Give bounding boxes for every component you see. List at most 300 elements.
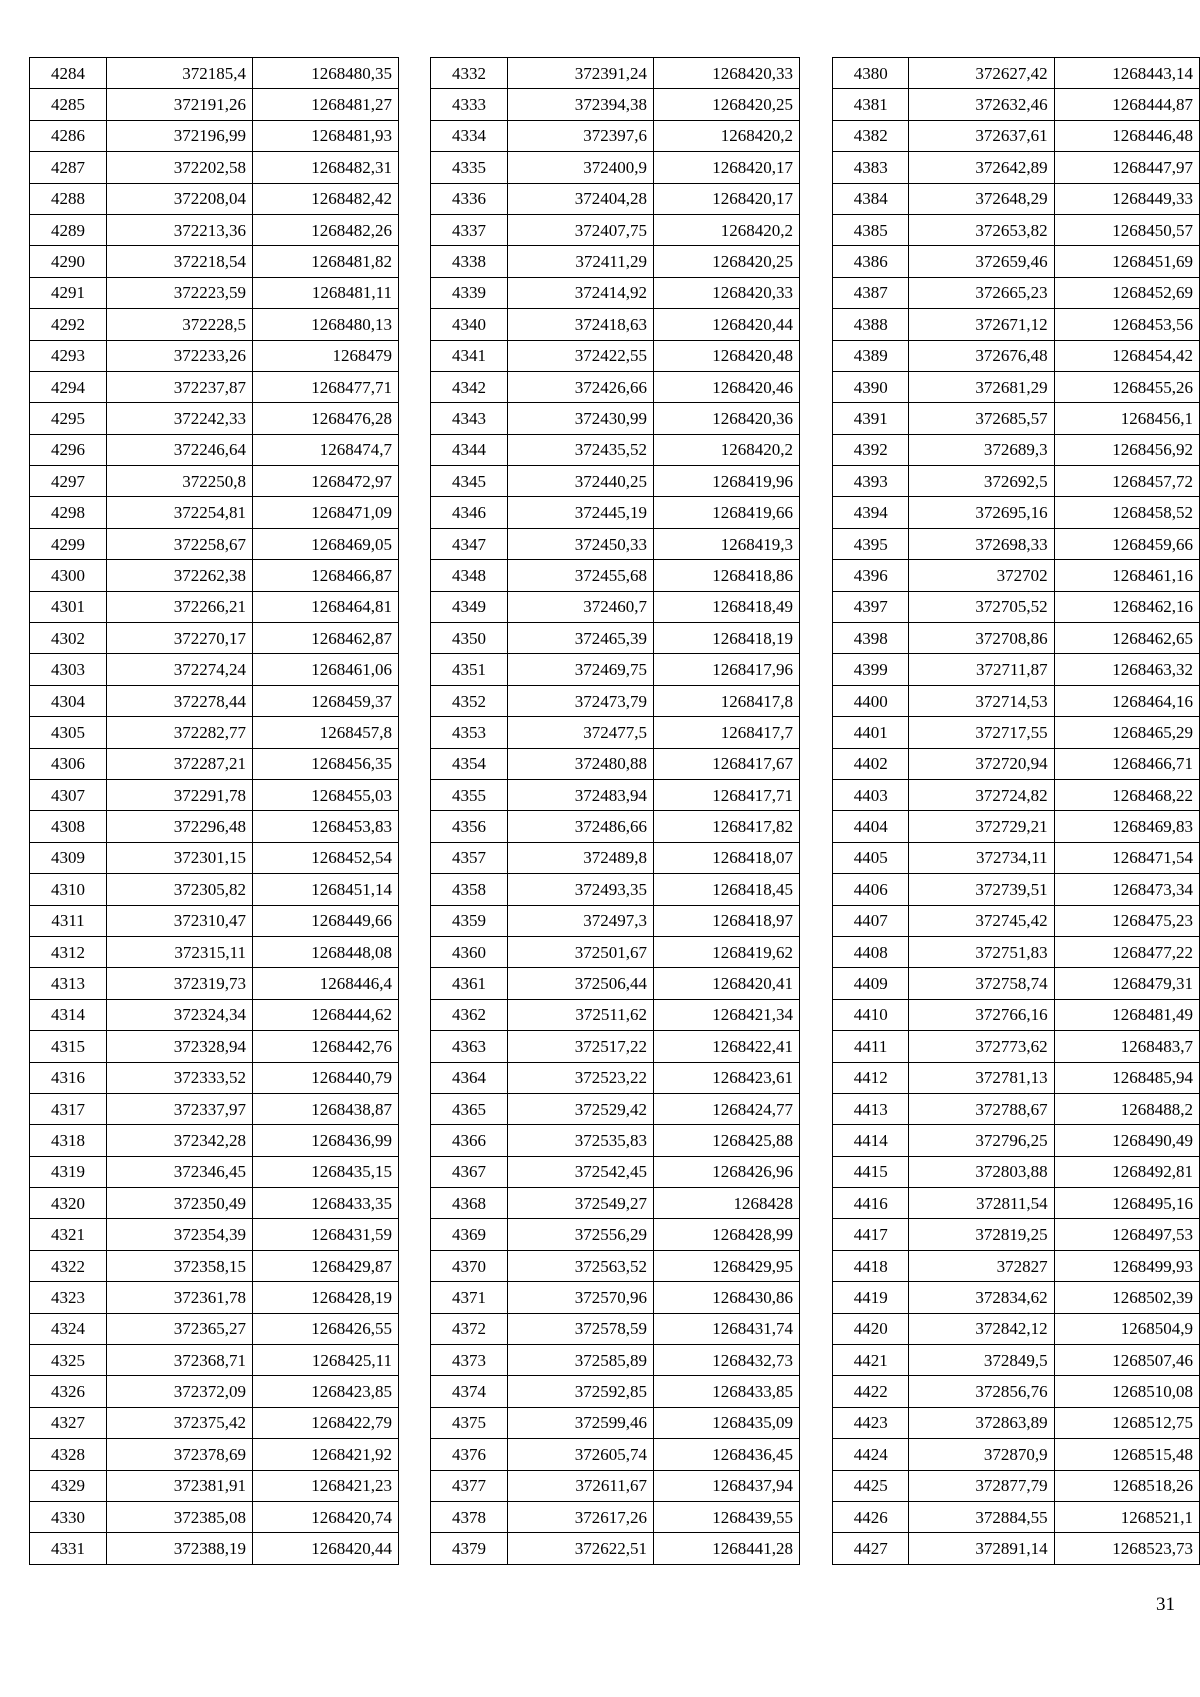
table-row <box>833 748 1200 779</box>
x-coordinate-cell: 372517,22 <box>508 1031 654 1062</box>
point-number-cell: 4419 <box>833 1282 909 1313</box>
x-coordinate-cell: 372653,82 <box>909 214 1054 245</box>
table-row <box>30 434 399 465</box>
x-coordinate-cell: 372480,88 <box>508 748 654 779</box>
y-coordinate-cell: 1268430,86 <box>654 1282 800 1313</box>
y-coordinate-cell: 1268480,13 <box>253 309 399 340</box>
table-row <box>30 214 399 245</box>
table-row <box>30 277 399 308</box>
x-coordinate-cell: 372296,48 <box>107 811 253 842</box>
x-coordinate-cell: 372563,52 <box>508 1250 654 1281</box>
y-coordinate-cell: 1268461,16 <box>1054 560 1199 591</box>
y-coordinate-cell: 1268453,83 <box>253 811 399 842</box>
table-row <box>431 89 800 120</box>
y-coordinate-cell: 1268418,45 <box>654 874 800 905</box>
table-row <box>431 685 800 716</box>
y-coordinate-cell: 1268420,36 <box>654 403 800 434</box>
x-coordinate-cell: 372599,46 <box>508 1407 654 1438</box>
table-row <box>30 1470 399 1501</box>
point-number-cell: 4373 <box>431 1345 508 1376</box>
y-coordinate-cell: 1268446,4 <box>253 968 399 999</box>
point-number-cell: 4343 <box>431 403 508 434</box>
x-coordinate-cell: 372849,5 <box>909 1345 1054 1376</box>
y-coordinate-cell: 1268433,85 <box>654 1376 800 1407</box>
y-coordinate-cell: 1268420,2 <box>654 120 800 151</box>
x-coordinate-cell: 372262,38 <box>107 560 253 591</box>
x-coordinate-cell: 372350,49 <box>107 1188 253 1219</box>
y-coordinate-cell: 1268518,26 <box>1054 1470 1199 1501</box>
point-number-cell: 4320 <box>30 1188 107 1219</box>
coordinate-table-3 <box>832 57 1200 1565</box>
y-coordinate-cell: 1268432,73 <box>654 1345 800 1376</box>
point-number-cell: 4307 <box>30 779 107 810</box>
table-row <box>30 1188 399 1219</box>
table-row <box>431 403 800 434</box>
point-number-cell: 4383 <box>833 152 909 183</box>
x-coordinate-cell: 372411,29 <box>508 246 654 277</box>
y-coordinate-cell: 1268468,22 <box>1054 779 1199 810</box>
x-coordinate-cell: 372414,92 <box>508 277 654 308</box>
point-number-cell: 4364 <box>431 1062 508 1093</box>
point-number-cell: 4369 <box>431 1219 508 1250</box>
y-coordinate-cell: 1268481,49 <box>1054 999 1199 1030</box>
x-coordinate-cell: 372388,19 <box>107 1533 253 1564</box>
point-number-cell: 4306 <box>30 748 107 779</box>
y-coordinate-cell: 1268440,79 <box>253 1062 399 1093</box>
table-row <box>30 1501 399 1532</box>
x-coordinate-cell: 372856,76 <box>909 1376 1054 1407</box>
point-number-cell: 4391 <box>833 403 909 434</box>
x-coordinate-cell: 372891,14 <box>909 1533 1054 1564</box>
table-row <box>30 1219 399 1250</box>
table-row <box>30 58 399 89</box>
point-number-cell: 4396 <box>833 560 909 591</box>
point-number-cell: 4345 <box>431 466 508 497</box>
table-row <box>833 371 1200 402</box>
y-coordinate-cell: 1268455,03 <box>253 779 399 810</box>
y-coordinate-cell: 1268417,8 <box>654 685 800 716</box>
x-coordinate-cell: 372689,3 <box>909 434 1054 465</box>
point-number-cell: 4378 <box>431 1501 508 1532</box>
x-coordinate-cell: 372208,04 <box>107 183 253 214</box>
coordinate-table-1 <box>29 57 399 1565</box>
point-number-cell: 4314 <box>30 999 107 1030</box>
x-coordinate-cell: 372202,58 <box>107 152 253 183</box>
point-number-cell: 4312 <box>30 936 107 967</box>
y-coordinate-cell: 1268482,26 <box>253 214 399 245</box>
y-coordinate-cell: 1268479,31 <box>1054 968 1199 999</box>
table-row <box>833 246 1200 277</box>
table-row <box>833 1156 1200 1187</box>
x-coordinate-cell: 372773,62 <box>909 1031 1054 1062</box>
y-coordinate-cell: 1268481,11 <box>253 277 399 308</box>
table-row <box>30 1439 399 1470</box>
y-coordinate-cell: 1268420,74 <box>253 1501 399 1532</box>
x-coordinate-cell: 372489,8 <box>508 842 654 873</box>
x-coordinate-cell: 372358,15 <box>107 1250 253 1281</box>
y-coordinate-cell: 1268458,52 <box>1054 497 1199 528</box>
point-number-cell: 4408 <box>833 936 909 967</box>
x-coordinate-cell: 372692,5 <box>909 466 1054 497</box>
y-coordinate-cell: 1268507,46 <box>1054 1345 1199 1376</box>
y-coordinate-cell: 1268421,34 <box>654 999 800 1030</box>
table-row <box>30 717 399 748</box>
x-coordinate-cell: 372397,6 <box>508 120 654 151</box>
point-number-cell: 4390 <box>833 371 909 402</box>
y-coordinate-cell: 1268466,87 <box>253 560 399 591</box>
y-coordinate-cell: 1268474,7 <box>253 434 399 465</box>
point-number-cell: 4285 <box>30 89 107 120</box>
table-row <box>30 1282 399 1313</box>
table-row <box>833 717 1200 748</box>
x-coordinate-cell: 372506,44 <box>508 968 654 999</box>
table-row <box>431 1501 800 1532</box>
point-number-cell: 4397 <box>833 591 909 622</box>
table-row <box>833 560 1200 591</box>
x-coordinate-cell: 372469,75 <box>508 654 654 685</box>
y-coordinate-cell: 1268428,19 <box>253 1282 399 1313</box>
y-coordinate-cell: 1268435,15 <box>253 1156 399 1187</box>
y-coordinate-cell: 1268428 <box>654 1188 800 1219</box>
x-coordinate-cell: 372724,82 <box>909 779 1054 810</box>
y-coordinate-cell: 1268481,27 <box>253 89 399 120</box>
y-coordinate-cell: 1268436,45 <box>654 1439 800 1470</box>
x-coordinate-cell: 372486,66 <box>508 811 654 842</box>
table-row <box>30 152 399 183</box>
y-coordinate-cell: 1268439,55 <box>654 1501 800 1532</box>
x-coordinate-cell: 372394,38 <box>508 89 654 120</box>
table-row <box>30 1062 399 1093</box>
y-coordinate-cell: 1268510,08 <box>1054 1376 1199 1407</box>
table-row <box>833 1313 1200 1344</box>
y-coordinate-cell: 1268461,06 <box>253 654 399 685</box>
point-number-cell: 4407 <box>833 905 909 936</box>
x-coordinate-cell: 372617,26 <box>508 1501 654 1532</box>
point-number-cell: 4403 <box>833 779 909 810</box>
y-coordinate-cell: 1268420,17 <box>654 183 800 214</box>
table-row <box>30 748 399 779</box>
point-number-cell: 4368 <box>431 1188 508 1219</box>
table-row <box>431 1345 800 1376</box>
y-coordinate-cell: 1268444,87 <box>1054 89 1199 120</box>
x-coordinate-cell: 372570,96 <box>508 1282 654 1313</box>
point-number-cell: 4420 <box>833 1313 909 1344</box>
table-row <box>431 811 800 842</box>
x-coordinate-cell: 372430,99 <box>508 403 654 434</box>
y-coordinate-cell: 1268441,28 <box>654 1533 800 1564</box>
table-row <box>431 748 800 779</box>
table-row <box>30 685 399 716</box>
y-coordinate-cell: 1268443,14 <box>1054 58 1199 89</box>
point-number-cell: 4358 <box>431 874 508 905</box>
point-number-cell: 4399 <box>833 654 909 685</box>
x-coordinate-cell: 372685,57 <box>909 403 1054 434</box>
x-coordinate-cell: 372542,45 <box>508 1156 654 1187</box>
x-coordinate-cell: 372676,48 <box>909 340 1054 371</box>
point-number-cell: 4367 <box>431 1156 508 1187</box>
point-number-cell: 4371 <box>431 1282 508 1313</box>
table-row <box>431 999 800 1030</box>
point-number-cell: 4381 <box>833 89 909 120</box>
y-coordinate-cell: 1268431,74 <box>654 1313 800 1344</box>
point-number-cell: 4365 <box>431 1093 508 1124</box>
x-coordinate-cell: 372681,29 <box>909 371 1054 402</box>
x-coordinate-cell: 372708,86 <box>909 623 1054 654</box>
point-number-cell: 4341 <box>431 340 508 371</box>
y-coordinate-cell: 1268512,75 <box>1054 1407 1199 1438</box>
y-coordinate-cell: 1268463,32 <box>1054 654 1199 685</box>
x-coordinate-cell: 372223,59 <box>107 277 253 308</box>
x-coordinate-cell: 372796,25 <box>909 1125 1054 1156</box>
point-number-cell: 4413 <box>833 1093 909 1124</box>
point-number-cell: 4426 <box>833 1501 909 1532</box>
table-row <box>431 246 800 277</box>
point-number-cell: 4297 <box>30 466 107 497</box>
point-number-cell: 4412 <box>833 1062 909 1093</box>
y-coordinate-cell: 1268482,31 <box>253 152 399 183</box>
point-number-cell: 4346 <box>431 497 508 528</box>
x-coordinate-cell: 372400,9 <box>508 152 654 183</box>
table-row <box>833 685 1200 716</box>
y-coordinate-cell: 1268417,67 <box>654 748 800 779</box>
y-coordinate-cell: 1268504,9 <box>1054 1313 1199 1344</box>
point-number-cell: 4422 <box>833 1376 909 1407</box>
y-coordinate-cell: 1268420,2 <box>654 214 800 245</box>
point-number-cell: 4299 <box>30 528 107 559</box>
point-number-cell: 4298 <box>30 497 107 528</box>
y-coordinate-cell: 1268464,81 <box>253 591 399 622</box>
x-coordinate-cell: 372473,79 <box>508 685 654 716</box>
x-coordinate-cell: 372270,17 <box>107 623 253 654</box>
point-number-cell: 4402 <box>833 748 909 779</box>
x-coordinate-cell: 372375,42 <box>107 1407 253 1438</box>
x-coordinate-cell: 372781,13 <box>909 1062 1054 1093</box>
point-number-cell: 4401 <box>833 717 909 748</box>
y-coordinate-cell: 1268457,8 <box>253 717 399 748</box>
y-coordinate-cell: 1268477,71 <box>253 371 399 402</box>
table-row <box>431 1282 800 1313</box>
x-coordinate-cell: 372266,21 <box>107 591 253 622</box>
y-coordinate-cell: 1268423,61 <box>654 1062 800 1093</box>
point-number-cell: 4309 <box>30 842 107 873</box>
y-coordinate-cell: 1268420,41 <box>654 968 800 999</box>
y-coordinate-cell: 1268457,72 <box>1054 466 1199 497</box>
y-coordinate-cell: 1268420,33 <box>654 58 800 89</box>
y-coordinate-cell: 1268423,85 <box>253 1376 399 1407</box>
x-coordinate-cell: 372228,5 <box>107 309 253 340</box>
table-row <box>833 309 1200 340</box>
point-number-cell: 4416 <box>833 1188 909 1219</box>
x-coordinate-cell: 372368,71 <box>107 1345 253 1376</box>
table-row <box>30 591 399 622</box>
table-row <box>833 340 1200 371</box>
table-row <box>833 1376 1200 1407</box>
y-coordinate-cell: 1268420,44 <box>654 309 800 340</box>
y-coordinate-cell: 1268429,95 <box>654 1250 800 1281</box>
table-row <box>431 1533 800 1564</box>
point-number-cell: 4322 <box>30 1250 107 1281</box>
table-row <box>30 560 399 591</box>
x-coordinate-cell: 372254,81 <box>107 497 253 528</box>
x-coordinate-cell: 372659,46 <box>909 246 1054 277</box>
table-row <box>30 905 399 936</box>
table-row <box>30 1345 399 1376</box>
table-row <box>30 309 399 340</box>
x-coordinate-cell: 372766,16 <box>909 999 1054 1030</box>
table-row <box>30 89 399 120</box>
y-coordinate-cell: 1268451,14 <box>253 874 399 905</box>
x-coordinate-cell: 372863,89 <box>909 1407 1054 1438</box>
table-row <box>431 1093 800 1124</box>
point-number-cell: 4311 <box>30 905 107 936</box>
x-coordinate-cell: 372698,33 <box>909 528 1054 559</box>
y-coordinate-cell: 1268418,19 <box>654 623 800 654</box>
y-coordinate-cell: 1268419,66 <box>654 497 800 528</box>
x-coordinate-cell: 372702 <box>909 560 1054 591</box>
y-coordinate-cell: 1268417,96 <box>654 654 800 685</box>
point-number-cell: 4392 <box>833 434 909 465</box>
point-number-cell: 4304 <box>30 685 107 716</box>
x-coordinate-cell: 372218,54 <box>107 246 253 277</box>
table-row <box>30 874 399 905</box>
x-coordinate-cell: 372811,54 <box>909 1188 1054 1219</box>
x-coordinate-cell: 372511,62 <box>508 999 654 1030</box>
table-row <box>833 1439 1200 1470</box>
y-coordinate-cell: 1268473,34 <box>1054 874 1199 905</box>
table-row <box>431 371 800 402</box>
y-coordinate-cell: 1268477,22 <box>1054 936 1199 967</box>
y-coordinate-cell: 1268444,62 <box>253 999 399 1030</box>
table-row <box>833 403 1200 434</box>
x-coordinate-cell: 372734,11 <box>909 842 1054 873</box>
table-row <box>30 371 399 402</box>
y-coordinate-cell: 1268431,59 <box>253 1219 399 1250</box>
point-number-cell: 4331 <box>30 1533 107 1564</box>
table-row <box>431 936 800 967</box>
point-number-cell: 4348 <box>431 560 508 591</box>
table-row <box>833 434 1200 465</box>
x-coordinate-cell: 372196,99 <box>107 120 253 151</box>
y-coordinate-cell: 1268451,69 <box>1054 246 1199 277</box>
point-number-cell: 4313 <box>30 968 107 999</box>
x-coordinate-cell: 372884,55 <box>909 1501 1054 1532</box>
y-coordinate-cell: 1268420,17 <box>654 152 800 183</box>
x-coordinate-cell: 372648,29 <box>909 183 1054 214</box>
x-coordinate-cell: 372758,74 <box>909 968 1054 999</box>
x-coordinate-cell: 372354,39 <box>107 1219 253 1250</box>
table-row <box>30 1031 399 1062</box>
y-coordinate-cell: 1268417,71 <box>654 779 800 810</box>
x-coordinate-cell: 372237,87 <box>107 371 253 402</box>
point-number-cell: 4376 <box>431 1439 508 1470</box>
point-number-cell: 4325 <box>30 1345 107 1376</box>
x-coordinate-cell: 372191,26 <box>107 89 253 120</box>
table-row <box>30 936 399 967</box>
table-row <box>833 183 1200 214</box>
y-coordinate-cell: 1268452,69 <box>1054 277 1199 308</box>
y-coordinate-cell: 1268480,35 <box>253 58 399 89</box>
y-coordinate-cell: 1268455,26 <box>1054 371 1199 402</box>
point-number-cell: 4305 <box>30 717 107 748</box>
x-coordinate-cell: 372714,53 <box>909 685 1054 716</box>
point-number-cell: 4335 <box>431 152 508 183</box>
x-coordinate-cell: 372642,89 <box>909 152 1054 183</box>
point-number-cell: 4421 <box>833 1345 909 1376</box>
point-number-cell: 4333 <box>431 89 508 120</box>
x-coordinate-cell: 372556,29 <box>508 1219 654 1250</box>
x-coordinate-cell: 372578,59 <box>508 1313 654 1344</box>
point-number-cell: 4310 <box>30 874 107 905</box>
point-number-cell: 4318 <box>30 1125 107 1156</box>
table-row <box>833 214 1200 245</box>
table-row <box>833 277 1200 308</box>
table-row <box>30 1533 399 1564</box>
point-number-cell: 4398 <box>833 623 909 654</box>
point-number-cell: 4330 <box>30 1501 107 1532</box>
x-coordinate-cell: 372834,62 <box>909 1282 1054 1313</box>
table-row <box>30 1093 399 1124</box>
point-number-cell: 4389 <box>833 340 909 371</box>
point-number-cell: 4393 <box>833 466 909 497</box>
table-row <box>833 999 1200 1030</box>
y-coordinate-cell: 1268515,48 <box>1054 1439 1199 1470</box>
x-coordinate-cell: 372788,67 <box>909 1093 1054 1124</box>
y-coordinate-cell: 1268492,81 <box>1054 1156 1199 1187</box>
table-row <box>30 1250 399 1281</box>
point-number-cell: 4286 <box>30 120 107 151</box>
table-row <box>833 1501 1200 1532</box>
point-number-cell: 4342 <box>431 371 508 402</box>
table-row <box>431 277 800 308</box>
point-number-cell: 4388 <box>833 309 909 340</box>
point-number-cell: 4417 <box>833 1219 909 1250</box>
x-coordinate-cell: 372605,74 <box>508 1439 654 1470</box>
y-coordinate-cell: 1268420,46 <box>654 371 800 402</box>
table-row <box>833 1282 1200 1313</box>
table-row <box>30 1125 399 1156</box>
coordinate-table-2 <box>430 57 800 1565</box>
table-row <box>431 1470 800 1501</box>
point-number-cell: 4352 <box>431 685 508 716</box>
table-row <box>431 1156 800 1187</box>
x-coordinate-cell: 372404,28 <box>508 183 654 214</box>
point-number-cell: 4425 <box>833 1470 909 1501</box>
y-coordinate-cell: 1268462,16 <box>1054 591 1199 622</box>
table-row <box>431 340 800 371</box>
table-row <box>833 1093 1200 1124</box>
point-number-cell: 4317 <box>30 1093 107 1124</box>
point-number-cell: 4350 <box>431 623 508 654</box>
x-coordinate-cell: 372529,42 <box>508 1093 654 1124</box>
point-number-cell: 4414 <box>833 1125 909 1156</box>
y-coordinate-cell: 1268419,3 <box>654 528 800 559</box>
x-coordinate-cell: 372751,83 <box>909 936 1054 967</box>
y-coordinate-cell: 1268495,16 <box>1054 1188 1199 1219</box>
table-row <box>30 340 399 371</box>
point-number-cell: 4424 <box>833 1439 909 1470</box>
point-number-cell: 4351 <box>431 654 508 685</box>
x-coordinate-cell: 372381,91 <box>107 1470 253 1501</box>
x-coordinate-cell: 372291,78 <box>107 779 253 810</box>
table-row <box>431 1031 800 1062</box>
point-number-cell: 4303 <box>30 654 107 685</box>
y-coordinate-cell: 1268422,79 <box>253 1407 399 1438</box>
x-coordinate-cell: 372242,33 <box>107 403 253 434</box>
y-coordinate-cell: 1268471,54 <box>1054 842 1199 873</box>
table-row <box>833 1062 1200 1093</box>
table-row <box>833 811 1200 842</box>
table-row <box>30 1313 399 1344</box>
